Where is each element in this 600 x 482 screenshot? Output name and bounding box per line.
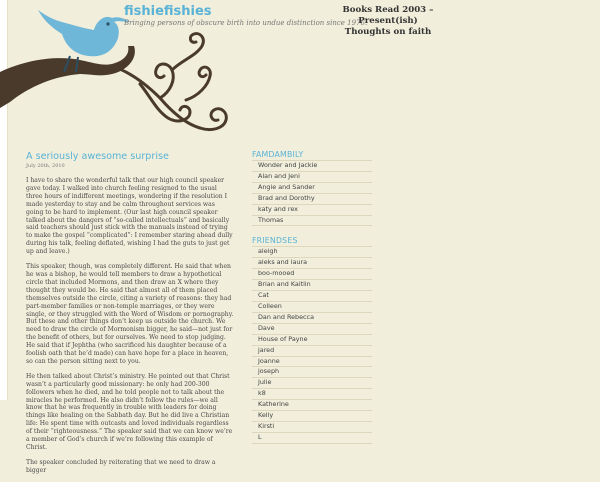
site-title[interactable]: fishiefishies xyxy=(124,4,212,19)
friend-link[interactable]: Julie xyxy=(258,378,272,387)
friend-link[interactable]: k8 xyxy=(258,389,266,398)
friend-link[interactable]: joseph xyxy=(258,367,280,376)
list-item xyxy=(252,215,372,227)
family-link[interactable]: Wonder and Jackie xyxy=(258,161,318,169)
friend-link[interactable]: Dan and Rebecca xyxy=(258,312,314,321)
family-link[interactable]: Angie and Sander xyxy=(258,182,315,191)
list-item xyxy=(252,323,372,334)
sidebar xyxy=(252,150,372,454)
list-item xyxy=(252,312,372,323)
list-item xyxy=(252,279,372,290)
list-item xyxy=(252,410,372,421)
list-item xyxy=(252,204,372,215)
list-item xyxy=(252,182,372,193)
family-link[interactable]: Brad and Dorothy xyxy=(258,193,315,202)
friend-link[interactable]: Joanne xyxy=(258,356,280,365)
list-item xyxy=(252,345,372,356)
sidebar-heading-family: FAMDAMBILY xyxy=(252,150,304,159)
post-paragraph: I have to share the wonderful talk that our high council speaker gave today. I walked into church feeling resigned to the usual three hours of indifferent meetings, wondering if the resolution I made yesterday to stay and be calm throughout services was going to be hard to implement. (Our last high council speaker talked about the dangers of “so-called intellectuals” and basically said teachers should just stick with the manuals instead of trying to make the gospel “complicated”: I remember staring ahead dully during his talk, feeling deflated, wishing I had the guts to just get up and leave.) xyxy=(26,177,233,256)
list-item xyxy=(252,246,372,257)
friend-link[interactable]: L xyxy=(258,432,262,441)
site-tagline: Bringing persons of obscure birth into undue distinction since 1976. xyxy=(124,19,368,27)
family-links-list xyxy=(252,160,372,226)
friend-link[interactable]: jared xyxy=(258,345,275,354)
friend-link[interactable]: aleigh xyxy=(258,247,278,256)
friends-links-list xyxy=(252,246,372,443)
friend-link[interactable]: Cat xyxy=(258,291,269,300)
list-item xyxy=(252,160,372,171)
friend-link[interactable]: Katherine xyxy=(258,400,289,409)
post-paragraph: The speaker concluded by reiterating that we need to draw a bigger xyxy=(26,458,216,474)
list-item xyxy=(252,399,372,410)
list-item xyxy=(252,388,372,399)
friend-link[interactable]: Colleen xyxy=(258,301,282,310)
friend-link[interactable]: House of Payne xyxy=(258,334,308,343)
family-link[interactable]: Thomas xyxy=(258,215,284,224)
post-date: July 20th, 2010 xyxy=(26,163,65,169)
list-item xyxy=(252,290,372,301)
list-item xyxy=(252,432,372,444)
list-item xyxy=(252,356,372,367)
main-content xyxy=(26,151,234,482)
friend-link[interactable]: Brian and Kaitlin xyxy=(258,280,311,289)
family-link[interactable]: katy and rex xyxy=(258,204,298,213)
post-title[interactable]: A seriously awesome surprise xyxy=(26,151,169,162)
list-item xyxy=(252,334,372,345)
nav-link-books-read[interactable]: Books Read 2003 – Present(ish) xyxy=(342,5,434,26)
friend-link[interactable]: boo-mooed xyxy=(258,269,295,278)
nav-link-thoughts-on-faith[interactable]: Thoughts on faith xyxy=(344,27,432,37)
list-item xyxy=(252,171,372,182)
blog-post xyxy=(26,151,234,475)
friend-link[interactable]: Dave xyxy=(258,323,275,332)
sidebar-heading-friends: FRIENDSES xyxy=(252,236,298,246)
list-item xyxy=(252,421,372,432)
list-item xyxy=(252,257,372,268)
list-item xyxy=(252,301,372,312)
post-paragraph: He then talked about Christ’s ministry. He pointed out that Christ wasn’t a particularly good missionary: he only had 200-300 followers when he died, and he told people not to talk about the miracles he performed. He also didn’t follow the rules—we all know that he was frequently in trouble with leaders for doing things like healing on the Sabbath day. But he did live a Christian life: He spent time with outcasts and loved individuals regardless of their “righteousness.” The speaker said that we can know we’re a member of God’s church if we’re following this example of Christ. xyxy=(26,372,233,451)
site-header xyxy=(0,0,600,145)
list-item xyxy=(252,268,372,279)
list-item xyxy=(252,366,372,377)
family-link[interactable]: Alan and Jeni xyxy=(258,171,300,180)
top-nav xyxy=(336,5,440,38)
friend-link[interactable]: Kirsti xyxy=(258,421,275,430)
friend-link[interactable]: aleks and laura xyxy=(258,258,308,267)
friend-link[interactable]: Kelly xyxy=(258,411,274,420)
list-item xyxy=(252,377,372,388)
post-paragraph: This speaker, though, was completely different. He said that when he was a bishop, he would tell members to draw a hypothetical circle that included Mormons, and then draw an X where they thought they would be. He said that almost all of them placed themselves outside the circle, citing a variety of reasons: they had part-member families or non-temple marriages, or they were single, or they struggled with the Word of Wisdom or pornography. But these and other things don’t keep us outside the church. We need to draw the circle of Mormonism bigger, he said—not just for the benefit of others, but for ourselves. We need to stop judging. He said that if Jephtha (who sacrificed his daughter because of a foolish oath that he’d made) can have hope for a place in heaven, so can the person sitting next to you. xyxy=(26,263,234,365)
list-item xyxy=(252,193,372,204)
